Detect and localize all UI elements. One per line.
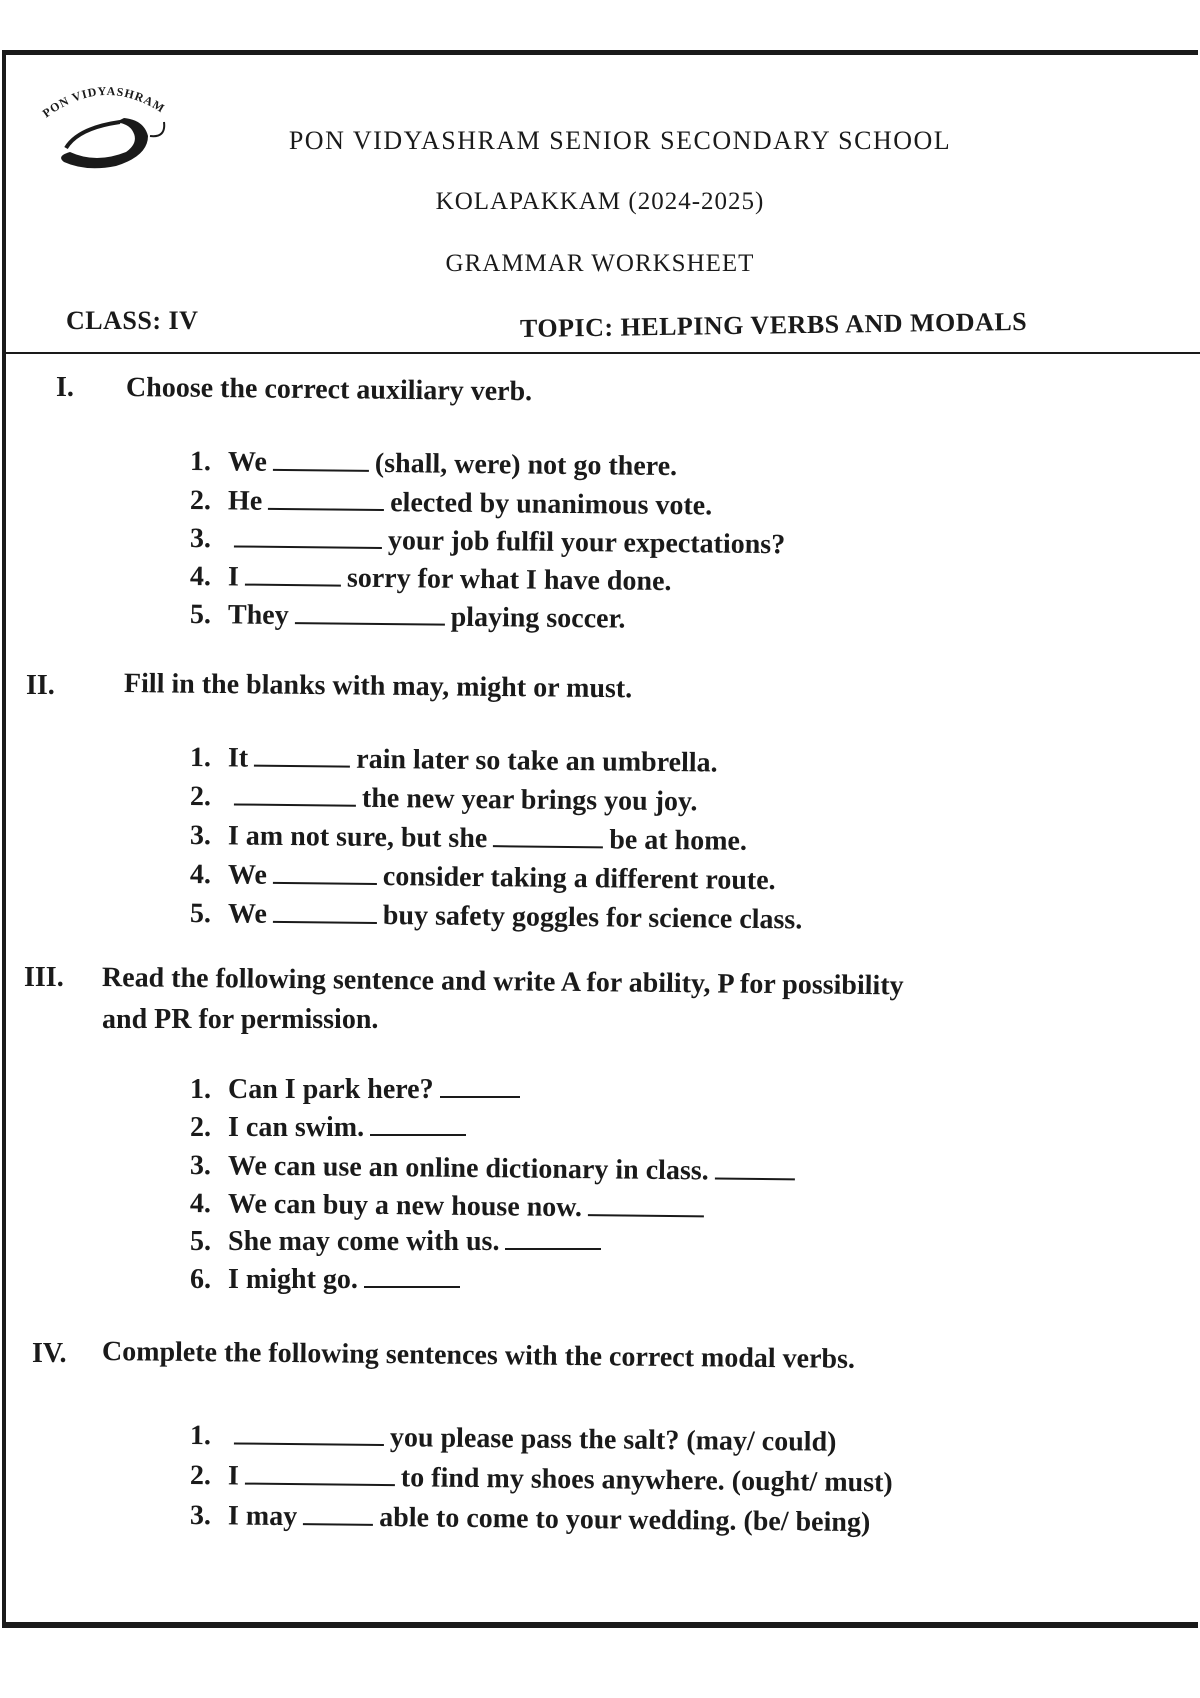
answer-blank[interactable] (245, 1482, 395, 1487)
s2-question-4: 4. We consider taking a different route. (189, 859, 776, 897)
topic-label: TOPIC: HELPING VERBS AND MODALS (519, 306, 1028, 343)
school-place-year: KOLAPAKKAM (2024-2025) (435, 188, 765, 215)
section-3-instruction-line2: and PR for permission. (102, 1004, 379, 1035)
s2-question-1: 1. It rain later so take an umbrella. (189, 742, 718, 779)
s3-question-1: 1. Can I park here? (190, 1074, 526, 1106)
s2-question-5: 5. We buy safety goggles for science class. (189, 898, 803, 936)
answer-blank[interactable] (273, 920, 377, 924)
section-1-instruction: Choose the correct auxiliary verb. (125, 372, 533, 408)
s1-question-4: 4. I sorry for what I have done. (189, 561, 672, 598)
answer-blank[interactable] (715, 1176, 795, 1180)
answer-blank[interactable] (505, 1247, 601, 1250)
answer-blank[interactable] (370, 1133, 466, 1136)
answer-blank[interactable] (440, 1095, 520, 1098)
answer-blank[interactable] (268, 507, 384, 511)
s1-question-3: 3. your job fulfil your expectations? (189, 523, 786, 561)
answer-blank[interactable] (303, 1522, 373, 1526)
s3-question-4: 4. We can buy a new house now. (190, 1188, 710, 1225)
answer-blank[interactable] (493, 844, 603, 848)
answer-blank[interactable] (234, 1441, 384, 1446)
svg-text:PON VIDYASHRAM (40, 84, 168, 120)
s2-question-3: 3. I am not sure, but she be at home. (189, 820, 748, 857)
answer-blank[interactable] (254, 764, 350, 768)
s1-question-5: 5. They playing soccer. (189, 599, 626, 635)
answer-blank[interactable] (295, 621, 445, 626)
answer-blank[interactable] (234, 544, 382, 549)
worksheet-title: GRAMMAR WORKSHEET (445, 250, 755, 277)
section-4-roman: IV. (32, 1338, 67, 1369)
answer-blank[interactable] (273, 468, 369, 472)
answer-blank[interactable] (245, 583, 341, 587)
s1-question-1: 1. We (shall, were) not go there. (189, 446, 678, 483)
s3-question-5: 5. She may come with us. (190, 1226, 607, 1258)
s2-question-2: 2. the new year brings you joy. (189, 781, 698, 818)
s4-question-3: 3. I may able to come to your wedding. (be/ being) (189, 1500, 871, 1539)
section-3-roman: III. (24, 962, 64, 993)
answer-blank[interactable] (588, 1213, 704, 1217)
section-3-instruction-line1: Read the following sentence and write A for ability, P for possibility (101, 962, 904, 1002)
s3-question-6: 6. I might go. (190, 1264, 466, 1296)
s4-question-2: 2. I to find my shoes anywhere. (ought/ must) (189, 1460, 893, 1499)
section-1-roman: I. (56, 372, 74, 403)
class-label: CLASS: IV (66, 306, 199, 335)
section-2-roman: II. (26, 670, 55, 701)
section-2-instruction: Fill in the blanks with may, might or must. (123, 668, 633, 705)
s4-question-1: 1. you please pass the salt? (may/ could) (189, 1420, 837, 1458)
s3-question-2: 2. I can swim. (190, 1112, 472, 1144)
school-name: PON VIDYASHRAM SENIOR SECONDARY SCHOOL (288, 126, 952, 155)
answer-blank[interactable] (364, 1285, 460, 1288)
header-divider (2, 352, 1200, 354)
s3-question-3: 3. We can use an online dictionary in class. (190, 1150, 801, 1188)
section-4-instruction: Complete the following sentences with the correct modal verbs. (101, 1336, 856, 1375)
logo-text: PON VIDYASHRAM (39, 83, 168, 121)
s1-question-2: 2. He elected by unanimous vote. (189, 485, 713, 522)
answer-blank[interactable] (234, 802, 356, 806)
answer-blank[interactable] (273, 881, 377, 885)
